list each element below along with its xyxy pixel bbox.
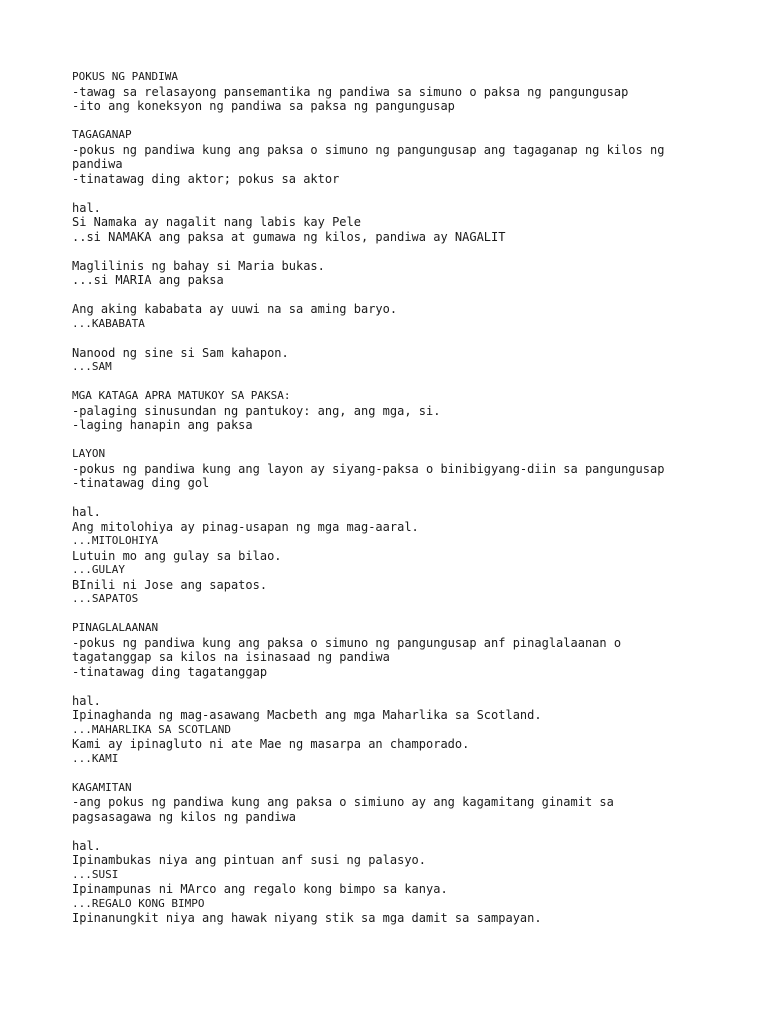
text-line: hal. bbox=[72, 693, 101, 708]
text-line: Ang aking kababata ay uuwi na sa aming baryo. bbox=[72, 302, 398, 316]
text-block bbox=[72, 694, 748, 767]
text-line: ...SUSI bbox=[72, 867, 119, 881]
text-line: Ipinaghanda ng mag-asawang Macbeth ang mga Maharlika sa Scotland. bbox=[72, 708, 542, 722]
text-line: ...SAPATOS bbox=[72, 592, 139, 605]
text-line: -ito ang koneksyon ng pandiwa sa paksa ng pangungusap bbox=[72, 99, 455, 113]
text-line: PINAGLALAANAN bbox=[72, 621, 159, 634]
text-line: ...REGALO KONG BIMPO bbox=[72, 896, 205, 910]
text-block bbox=[72, 839, 748, 926]
text-block bbox=[72, 70, 748, 114]
text-block bbox=[72, 128, 748, 186]
text-block bbox=[72, 346, 748, 375]
text-line: -pokus ng pandiwa kung ang layon ay siyang-paksa o binibigyang-diin sa pangungusap bbox=[72, 461, 665, 476]
text-line: ...si MARIA ang paksa bbox=[72, 273, 224, 287]
text-line: -tinatawag ding aktor; pokus sa aktor bbox=[72, 171, 340, 186]
text-line: ...GULAY bbox=[72, 563, 125, 576]
text-line: ..si NAMAKA ang paksa at gumawa ng kilos, pandiwa ay NAGALIT bbox=[72, 229, 506, 244]
text-line: Ipinambukas niya ang pintuan anf susi ng palasyo. bbox=[72, 853, 427, 867]
text-block bbox=[72, 389, 748, 433]
text-line: BInili ni Jose ang sapatos. bbox=[72, 577, 268, 592]
text-block bbox=[72, 505, 748, 607]
text-line: hal. bbox=[72, 838, 101, 853]
text-line: hal. bbox=[72, 200, 101, 215]
text-block bbox=[72, 621, 748, 679]
text-line: LAYON bbox=[72, 447, 106, 460]
text-line: pagsasagawa ng kilos ng pandiwa bbox=[72, 809, 296, 824]
text-line: Ang mitolohiya ay pinag-usapan ng mga mag-aaral. bbox=[72, 519, 419, 534]
text-line: Nanood ng sine si Sam kahapon. bbox=[72, 345, 289, 360]
text-line: -laging hanapin ang paksa bbox=[72, 418, 253, 432]
text-line: ...SAM bbox=[72, 360, 112, 373]
text-line: -palaging sinusundan ng pantukoy: ang, ang mga, si. bbox=[72, 403, 441, 418]
text-line: ...MITOLOHIYA bbox=[72, 534, 159, 547]
text-line: KAGAMITAN bbox=[72, 780, 132, 794]
text-line: POKUS NG PANDIWA bbox=[72, 70, 178, 83]
text-line: Maglilinis ng bahay si Maria bukas. bbox=[72, 258, 325, 273]
text-line: -tinatawag ding tagatanggap bbox=[72, 664, 268, 679]
text-block bbox=[72, 201, 748, 245]
text-line: ...KAMI bbox=[72, 751, 119, 765]
text-line: -pokus ng pandiwa kung ang paksa o simuno ng pangungusap anf pinaglalaanan o bbox=[72, 635, 622, 650]
text-line: Ipinampunas ni MArco ang regalo kong bimpo sa kanya. bbox=[72, 882, 448, 896]
text-line: pandiwa bbox=[72, 157, 123, 171]
text-line: Kami ay ipinagluto ni ate Mae ng masarpa an champorado. bbox=[72, 737, 470, 751]
text-line: TAGAGANAP bbox=[72, 128, 132, 141]
text-block bbox=[72, 781, 748, 825]
text-line: hal. bbox=[72, 505, 101, 519]
text-line: ...MAHARLIKA SA SCOTLAND bbox=[72, 722, 231, 736]
text-block bbox=[72, 259, 748, 288]
text-line: -tinatawag ding gol bbox=[72, 476, 210, 490]
text-line: -ang pokus ng pandiwa kung ang paksa o simiuno ay ang kagamitang ginamit sa bbox=[72, 795, 614, 809]
text-line: tagatanggap sa kilos na isinasaad ng pandiwa bbox=[72, 650, 390, 664]
text-line: MGA KATAGA APRA MATUKOY SA PAKSA: bbox=[72, 389, 291, 402]
text-block bbox=[72, 447, 748, 491]
text-line: -tawag sa relasayong pansemantika ng pandiwa sa simuno o paksa ng pangungusap bbox=[72, 84, 629, 99]
text-line: Si Namaka ay nagalit nang labis kay Pele bbox=[72, 215, 361, 229]
text-line: Lutuin mo ang gulay sa bilao. bbox=[72, 548, 282, 563]
text-line: Ipinanungkit niya ang hawak niyang stik sa mga damit sa sampayan. bbox=[72, 911, 542, 925]
text-block bbox=[72, 302, 748, 331]
text-line: ...KABABATA bbox=[72, 316, 145, 330]
text-line: -pokus ng pandiwa kung ang paksa o simuno ng pangungusap ang tagaganap ng kilos ng bbox=[72, 142, 665, 157]
